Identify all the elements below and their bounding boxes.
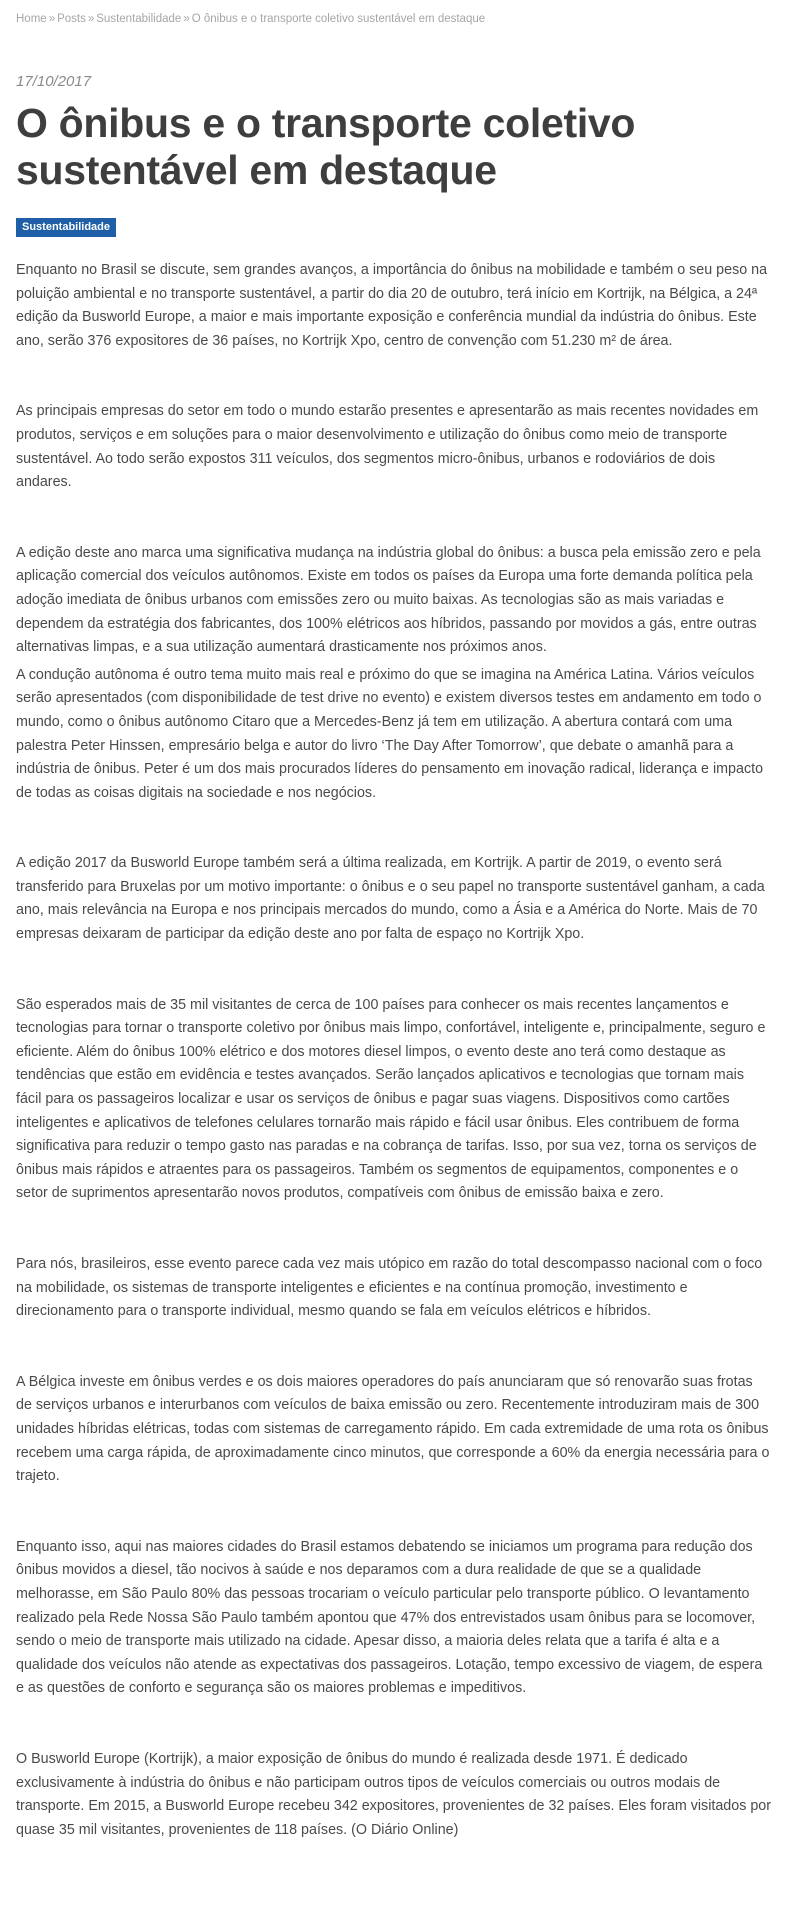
article-paragraph: A edição deste ano marca uma significativa mudança na indústria global do ônibus: a busca pela emissão zero e pela aplicação comercial dos veículos autônomos. Existe em todos os países da Europa uma forte demanda política pela adoção imediata de ônibus urbanos com emissões zero ou muito baixas. As tecnologias são as mais variadas e dependem da estratégia dos fabricantes, dos 100% elétricos aos híbridos, passando por movidos a gás, entre outras alternativas limpas, e a sua utilização aumentará drasticamente nos próximos anos.: [16, 544, 761, 656]
article-paragraph: A condução autônoma é outro tema muito mais real e próximo do que se imagina na América Latina. Vários veículos serão apresentados (com disponibilidade de test drive no evento) e existem diversos testes em andamento em todo o mundo, como o ônibus autônomo Citaro que a Mercedes-Benz já tem em utilização. A abertura contará com uma palestra Peter Hinssen, empresário belga e autor do livro ‘The Day After Tomorrow’, que debate o amanhã para a indústria de ônibus. Peter é um dos mais procurados líderes do pensamento em inovação radical, liderança e impacto de todas as coisas digitais na sociedade e nos negócios.: [16, 666, 764, 801]
article-paragraph: Enquanto isso, aqui nas maiores cidades do Brasil estamos debatendo se iniciamos um programa para redução dos ônibus movidos a diesel, tão nocivos à saúde e nos deparamos com a dura realidade de que se a qualidade melhorasse, em São Paulo 80% das pessoas trocariam o veículo particular pelo transporte público. O levantamento realizado pela Rede Nossa São Paulo também apontou que 47% dos entrevistados usam ônibus para se locomover, sendo o meio de transporte mais utilizado na cidade. Apesar disso, a maioria deles relata que a tarifa é alta e a qualidade dos veículos não atende as expectativas dos passageiros. Lotação, tempo excessivo de viagem, de espera e as questões de conforto e segurança são os maiores problemas e impeditivos.: [16, 1538, 763, 1697]
breadcrumb: [16, 10, 772, 32]
article-paragraph: O Busworld Europe (Kortrijk), a maior exposição de ônibus do mundo é realizada desde 1971. É dedicado exclusivamente à indústria do ônibus e não participam outros tipos de veículos comerciais ou outros modais de transporte. Em 2015, a Busworld Europe recebeu 342 expositores, provenientes de 32 países. Eles foram visitados por quase 35 mil visitantes, provenientes de 118 países. (O Diário Online): [16, 1750, 771, 1838]
article-paragraph: A edição 2017 da Busworld Europe também será a última realizada, em Kortrijk. A partir de 2019, o evento será transferido para Bruxelas por um motivo importante: o ônibus e o seu papel no transporte sustentável ganham, a cada ano, mais relevância na Europa e nos principais mercados do mundo, como a Ásia e a América do Norte. Mais de 70 empresas deixaram de participar da edição deste ano por falta de espaço no Kortrijk Xpo.: [16, 855, 765, 943]
breadcrumb-current: O ônibus e o transporte coletivo sustentável em destaque: [191, 13, 486, 25]
article-paragraph: São esperados mais de 35 mil visitantes de cerca de 100 países para conhecer os mais recentes lançamentos e tecnologias para tornar o transporte coletivo por ônibus mais limpo, confortável, inteligente e, principalmente, seguro e eficiente. Além do ônibus 100% elétrico e dos motores diesel limpos, o evento deste ano terá como destaque as tendências que estão em evidência e testes avançados. Serão lançados aplicativos e tecnologias que tornam mais fácil para os passageiros localizar e usar os serviços de ônibus e pagar suas viagens. Dispositivos como cartões inteligentes e aplicativos de telefones celulares tornarão mais rápido e fácil usar ônibus. Eles contribuem de forma significativa para reduzir o tempo gasto nas paradas e na cobrança de tarifas. Isso, por sua vez, torna os serviços de ônibus mais rápidos e atraentes para os passageiros. Também os segmentos de equipamentos, componentes e o setor de suprimentos apresentarão novos produtos, compatíveis com ônibus de emissão baixa e zero.: [16, 996, 766, 1202]
article-paragraph: As principais empresas do setor em todo o mundo estarão presentes e apresentarão as mais recentes novidades em produtos, serviços e em soluções para o maior desenvolvimento e utilização do ônibus como meio de transporte sustentável. Ao todo serão expostos 311 veículos, dos segmentos micro-ônibus, urbanos e rodoviários de dois andares.: [16, 403, 759, 491]
breadcrumb-separator: »: [48, 13, 56, 25]
post-date: 17/10/2017: [16, 73, 92, 90]
article-body: [16, 259, 772, 1842]
breadcrumb-separator: »: [183, 13, 190, 25]
breadcrumb-separator: »: [87, 13, 95, 25]
breadcrumb-home-link[interactable]: Home: [16, 13, 47, 25]
breadcrumb-category-link[interactable]: Sustentabilidade: [96, 13, 182, 25]
article-paragraph: Para nós, brasileiros, esse evento parece cada vez mais utópico em razão do total descompasso nacional com o foco na mobilidade, os sistemas de transporte inteligentes e eficientes e na contínua promoção, investimento e direcionamento para o transporte individual, mesmo quando se fala em veículos elétricos e híbridos.: [16, 1256, 763, 1320]
category-tag[interactable]: Sustentabilidade: [16, 218, 116, 237]
breadcrumb-posts-link[interactable]: Posts: [57, 13, 86, 25]
article-paragraph: Enquanto no Brasil se discute, sem grandes avanços, a importância do ônibus na mobilidade e também o seu peso na poluição ambiental e no transporte sustentável, a partir do dia 20 de outubro, terá início em Kortrijk, na Bélgica, a 24ª edição da Busworld Europe, a maior e mais importante exposição e conferência mundial da indústria do ônibus. Este ano, serão 376 expositores de 36 países, no Kortrijk Xpo, centro de convenção com 51.230 m² de área.: [16, 262, 768, 349]
article-paragraph: A Bélgica investe em ônibus verdes e os dois maiores operadores do país anunciaram que só renovarão suas frotas de serviços urbanos e interurbanos com veículos de baixa emissão ou zero. Recentemente introduziram mais de 300 unidades híbridas elétricas, todas com sistemas de carregamento rápido. Em cada extremidade de uma rota os ônibus recebem uma carga rápida, de aproximadamente cinco minutos, que corresponde a 60% da energia necessária para o trajeto.: [16, 1373, 770, 1485]
page-title: O ônibus e o transporte coletivo sustentável em destaque: [16, 100, 636, 193]
